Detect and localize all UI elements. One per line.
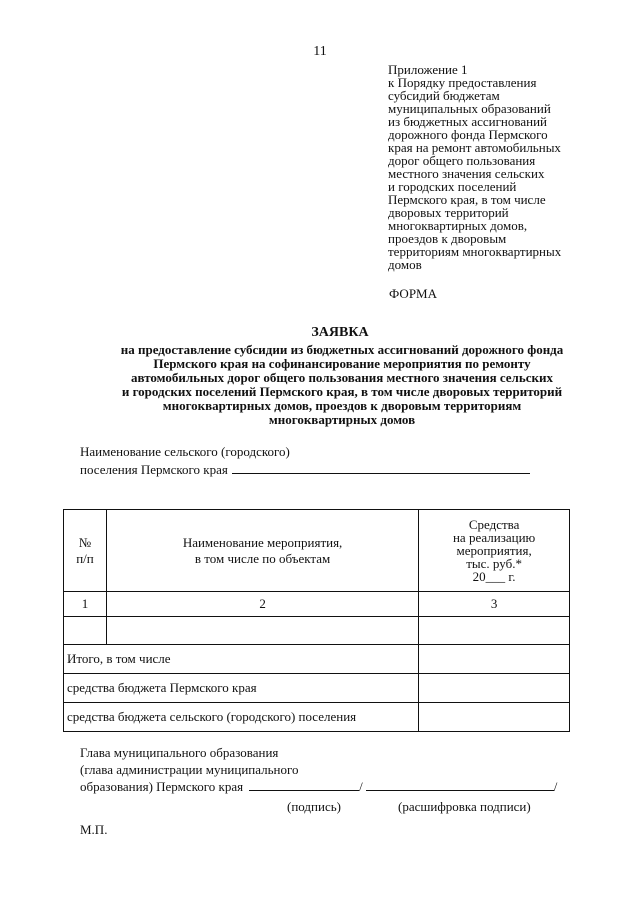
seal-label: М.П. <box>80 822 108 837</box>
table-row <box>64 703 570 732</box>
signature-line1: Глава муниципального образования <box>80 745 279 760</box>
row-total-label: Итого, в том числе <box>64 645 419 674</box>
subtitle-line: автомобильных дорог общего пользования местного значения сельских <box>131 370 553 385</box>
decode-caption: (расшифровка подписи) <box>398 799 531 814</box>
subtitle-line: многоквартирных домов, проездов к дворовым территориям <box>162 398 522 413</box>
settlement-name-field <box>80 443 530 479</box>
signature-label: образования) Пермского края <box>80 779 244 794</box>
subtitle-line: Пермского края на софинансирование мероприятия по ремонту <box>153 356 531 371</box>
appendix-line: проездов к дворовым <box>388 231 507 246</box>
signature-caption: (подпись) <box>287 799 341 814</box>
table-cell[interactable] <box>419 674 570 703</box>
document-title: ЗАЯВКА <box>311 325 369 340</box>
subtitle-line: многоквартирных домов <box>268 412 416 427</box>
table-cell: 2 <box>106 592 418 617</box>
appendix-line: дворовых территорий <box>388 205 509 220</box>
subtitle-line: и городских поселений Пермского края, в том числе дворовых территорий <box>121 384 563 399</box>
header-event-name: Наименование мероприятия, в том числе по объектам <box>106 510 418 592</box>
settlement-label: поселения Пермского края <box>80 462 228 477</box>
application-table <box>63 509 570 732</box>
appendix-line: домов <box>388 257 422 272</box>
signature-line3 <box>80 778 557 795</box>
table-cell: 3 <box>419 592 570 617</box>
document-subtitle <box>80 343 604 427</box>
appendix-line: дорог общего пользования <box>388 153 536 168</box>
appendix-line: местного значения сельских <box>388 166 545 181</box>
signature-block <box>80 744 557 795</box>
slash: / <box>553 779 558 794</box>
settlement-label-line2 <box>80 461 530 479</box>
settlement-input-line[interactable] <box>232 462 530 474</box>
appendix-line: многоквартирных домов, <box>388 218 528 233</box>
appendix-line: и городских поселений <box>388 179 517 194</box>
table-header-row <box>64 510 570 592</box>
table-row <box>64 674 570 703</box>
form-label: ФОРМА <box>389 286 437 301</box>
appendix-line: к Порядку предоставления <box>388 75 537 90</box>
table-cell[interactable] <box>64 617 107 645</box>
signature-input[interactable] <box>249 779 359 791</box>
appendix-line: территориям многоквартирных <box>388 244 562 259</box>
header-number: № п/п <box>64 510 107 592</box>
table-cell[interactable] <box>419 617 570 645</box>
subtitle-line: на предоставление субсидии из бюджетных ассигнований дорожного фонда <box>120 342 564 357</box>
appendix-line: из бюджетных ассигнований <box>388 114 547 129</box>
header-funds: Средства на реализацию мероприятия, тыс. руб.* 20___ г. <box>419 510 570 592</box>
table-number-row <box>64 592 570 617</box>
row-local-budget-label: средства бюджета сельского (городского) поселения <box>64 703 419 732</box>
signature-decode-input[interactable] <box>366 779 554 791</box>
page-number: 11 <box>313 44 327 59</box>
slash: / <box>359 779 363 794</box>
appendix-block <box>388 63 603 271</box>
table-row <box>64 645 570 674</box>
appendix-line: дорожного фонда Пермского <box>388 127 548 142</box>
table-row <box>64 617 570 645</box>
appendix-line: края на ремонт автомобильных <box>388 140 561 155</box>
table-cell[interactable] <box>419 703 570 732</box>
row-regional-budget-label: средства бюджета Пермского края <box>64 674 419 703</box>
table-cell[interactable] <box>106 617 418 645</box>
appendix-line: Приложение 1 <box>388 62 468 77</box>
appendix-line: Пермского края, в том числе <box>388 192 546 207</box>
signature-line2: (глава администрации муниципального <box>80 762 299 777</box>
appendix-line: муниципальных образований <box>388 101 551 116</box>
appendix-line: субсидий бюджетам <box>388 88 500 103</box>
table-cell: 1 <box>64 592 107 617</box>
settlement-label-line1: Наименование сельского (городского) <box>80 444 290 459</box>
table-cell[interactable] <box>419 645 570 674</box>
